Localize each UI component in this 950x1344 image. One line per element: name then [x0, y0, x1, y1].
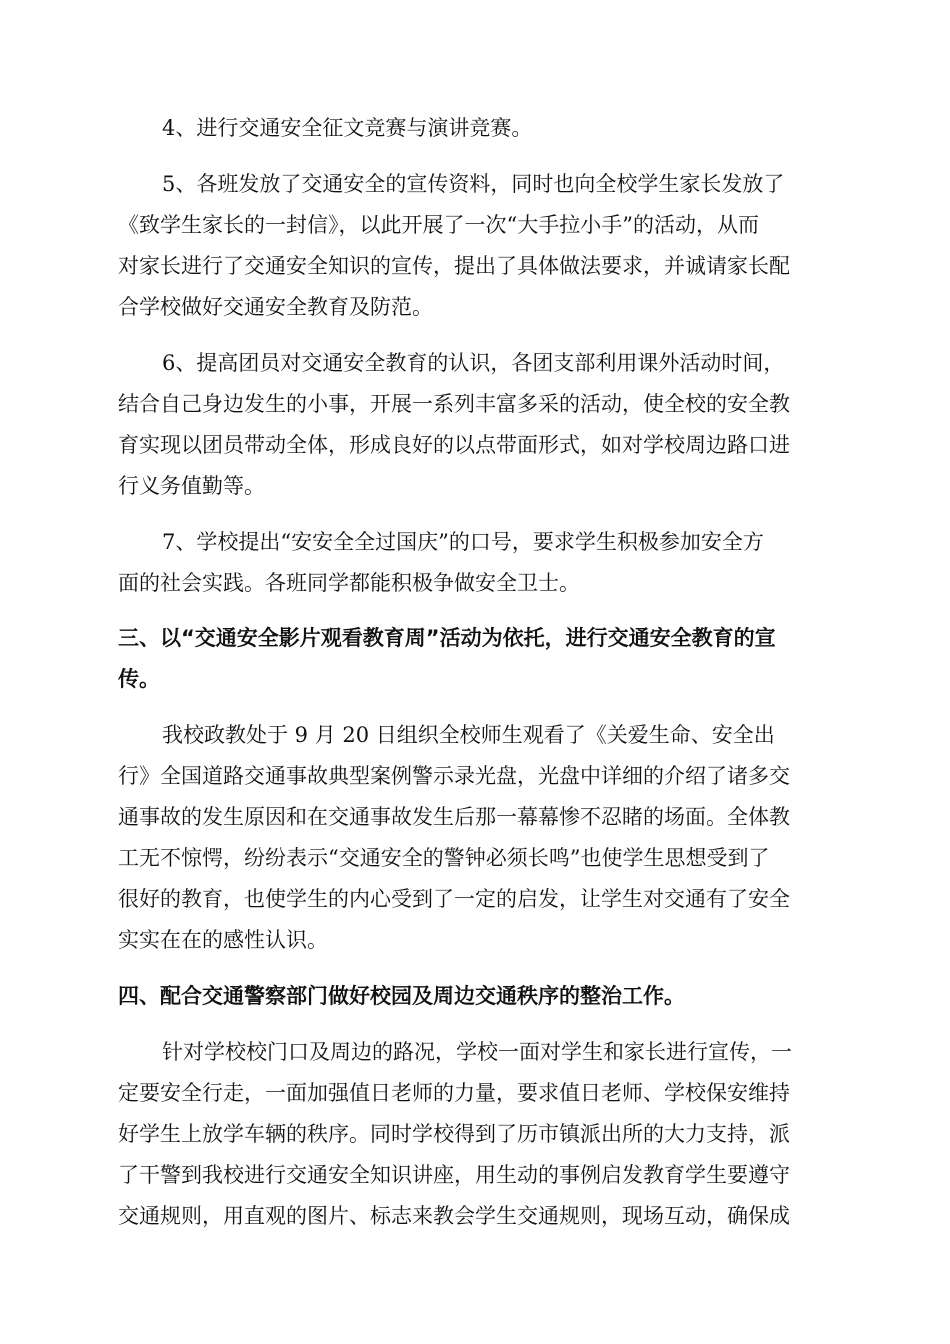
paragraph-line: 结合自己身边发生的小事，开展一系列丰富多采的活动，使全校的安全教: [118, 392, 790, 416]
paragraph-line: 行义务值勤等。: [118, 474, 265, 498]
paragraph-line: 实实在在的感性认识。: [118, 928, 328, 952]
paragraph-line: 6、提高团员对交通安全教育的认识，各团支部利用课外活动时间，: [162, 351, 785, 375]
paragraph-line: 通事故的发生原因和在交通事故发生后那一幕幕惨不忍睹的场面。全体教: [118, 805, 790, 829]
paragraph-line: 5、各班发放了交通安全的宣传资料，同时也向全校学生家长发放了: [162, 172, 785, 196]
paragraph-line: 7、学校提出“安安全全过国庆”的口号，要求学生积极参加安全方: [162, 530, 764, 554]
paragraph-line: 定要安全行走，一面加强值日老师的力量，要求值日老师、学校保安维持: [118, 1081, 790, 1105]
paragraph-line: 很好的教育，也使学生的内心受到了一定的启发，让学生对交通有了安全: [118, 887, 790, 911]
paragraph-line: 面的社会实践。各班同学都能积极争做安全卫士。: [118, 571, 580, 595]
paragraph-line: 好学生上放学车辆的秩序。同时学校得到了历市镇派出所的大力支持，派: [118, 1122, 790, 1146]
paragraph-line: 针对学校校门口及周边的路况，学校一面对学生和家长进行宣传，一: [162, 1040, 792, 1064]
paragraph-line: 育实现以团员带动全体，形成良好的以点带面形式，如对学校周边路口进: [118, 433, 790, 457]
paragraph-line: 4、进行交通安全征文竞赛与演讲竞赛。: [162, 116, 533, 140]
section-heading-line: 四、配合交通警察部门做好校园及周边交通秩序的整治工作。: [118, 984, 685, 1008]
paragraph-line: 交通规则，用直观的图片、标志来教会学生交通规则，现场互动，确保成: [118, 1204, 790, 1228]
paragraph-line: 行》全国道路交通事故典型案例警示录光盘，光盘中详细的介绍了诸多交: [118, 764, 790, 788]
paragraph-line: 《致学生家长的一封信》，以此开展了一次“大手拉小手”的活动，从而: [118, 213, 759, 237]
section-heading-line: 三、以“交通安全影片观看教育周”活动为依托，进行交通安全教育的宣: [118, 626, 776, 650]
paragraph-line: 合学校做好交通安全教育及防范。: [118, 295, 433, 319]
paragraph-line: 对家长进行了交通安全知识的宣传，提出了具体做法要求，并诚请家长配: [118, 254, 790, 278]
paragraph-line: 工无不惊愕，纷纷表示“交通安全的警钟必须长鸣”也使学生思想受到了: [118, 846, 770, 870]
section-heading-line: 传。: [118, 667, 160, 691]
paragraph-line: 我校政教处于 9 月 20 日组织全校师生观看了《关爱生命、安全出: [162, 723, 775, 747]
paragraph-line: 了干警到我校进行交通安全知识讲座，用生动的事例启发教育学生要遵守: [118, 1163, 790, 1187]
